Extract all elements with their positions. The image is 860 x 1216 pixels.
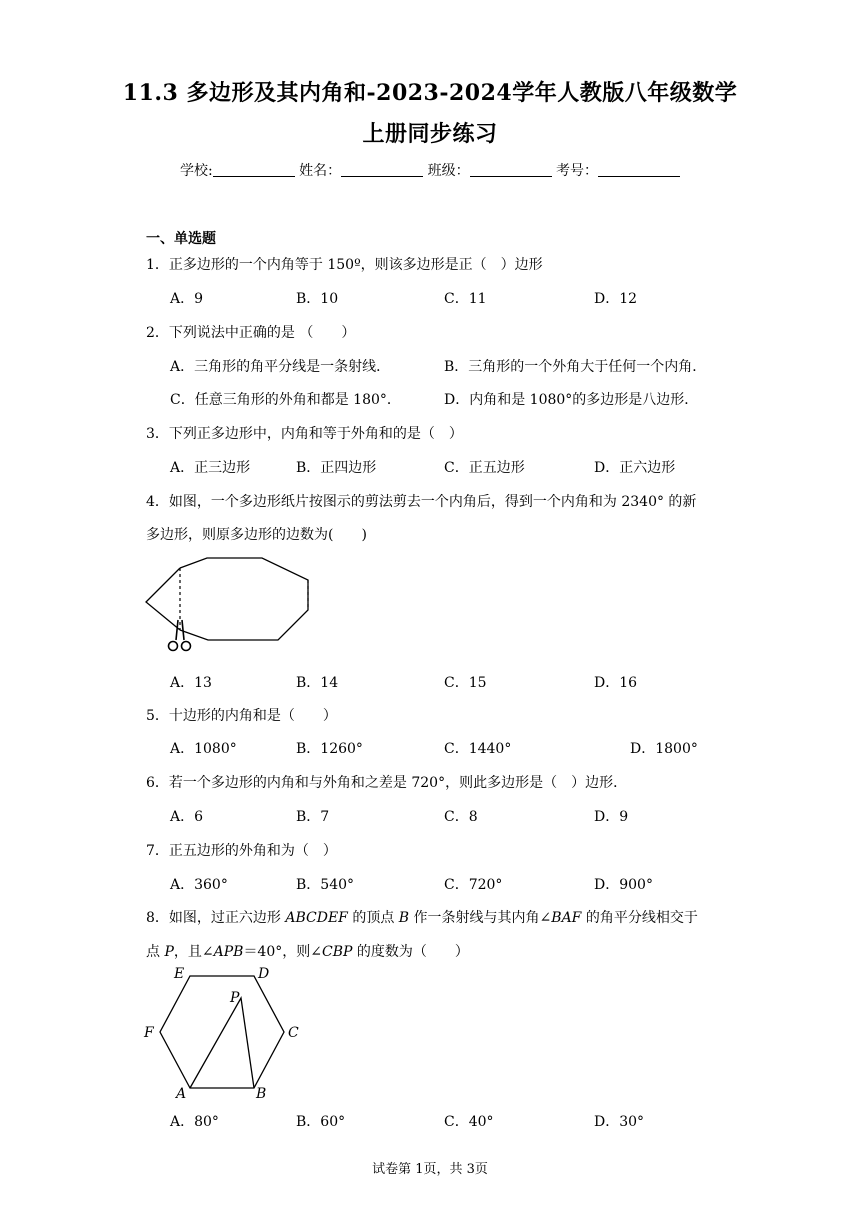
q4-option-c[interactable]: C．15 <box>444 675 487 691</box>
triangle-apb <box>190 998 254 1088</box>
vertex-label-b: B <box>256 1086 267 1102</box>
q1-option-b[interactable]: B．10 <box>296 291 339 307</box>
q4-option-d[interactable]: D．16 <box>594 675 638 691</box>
school-label: 学校: <box>179 163 213 179</box>
q3-option-c[interactable]: C．正五边形 <box>444 460 525 476</box>
question-6-stem: 6．若一个多边形的内角和与外角和之差是 720°，则此多边形是（ ）边形． <box>146 775 628 791</box>
cut-corner-lines <box>146 568 180 630</box>
q5-option-a[interactable]: A．1080° <box>170 741 237 757</box>
q7-option-a[interactable]: A．360° <box>170 877 228 893</box>
exam-no-blank[interactable] <box>598 162 680 177</box>
q6-option-c[interactable]: C．8 <box>444 809 478 825</box>
q1-option-c[interactable]: C．11 <box>444 291 487 307</box>
hexagon-figure <box>138 962 308 1102</box>
q6-option-a[interactable]: A．6 <box>170 809 204 825</box>
section-heading: 一、单选题 <box>146 231 216 247</box>
question-1-stem: 1．正多边形的一个内角等于 150º，则该多边形是正（ ）边形 <box>146 257 543 273</box>
q8-option-a[interactable]: A．80° <box>170 1114 219 1130</box>
name-label: 姓名： <box>299 163 342 179</box>
question-4-stem-line2: 多边形，则原多边形的边数为( ) <box>146 527 367 543</box>
school-blank[interactable] <box>213 162 295 177</box>
vertex-label-c: C <box>288 1025 299 1041</box>
q8-option-b[interactable]: B．60° <box>296 1114 346 1130</box>
vertex-label-d: D <box>258 966 270 982</box>
q6-option-d[interactable]: D．9 <box>594 809 629 825</box>
q2-option-b[interactable]: B．三角形的一个外角大于任何一个内角． <box>444 359 707 375</box>
q2-option-a[interactable]: A．三角形的角平分线是一条射线． <box>170 359 391 375</box>
q2-option-d[interactable]: D．内角和是 1080°的多边形是八边形． <box>444 392 699 408</box>
q1-option-a[interactable]: A．9 <box>170 291 204 307</box>
question-3-stem: 3．下列正多边形中，内角和等于外角和的是（ ） <box>146 426 463 442</box>
q5-option-b[interactable]: B．1260° <box>296 741 363 757</box>
q3-option-a[interactable]: A．正三边形 <box>170 460 251 476</box>
page-title: 11.3 多边形及其内角和-2023-2024学年人教版八年级数学 <box>122 80 738 106</box>
q6-option-b[interactable]: B．7 <box>296 809 330 825</box>
vertex-label-f: F <box>144 1025 154 1041</box>
question-5-stem: 5．十边形的内角和是（ ） <box>146 708 337 724</box>
polygon-outline <box>180 558 308 640</box>
point-label-p: P <box>230 990 240 1006</box>
student-info-line <box>0 160 860 180</box>
name-blank[interactable] <box>341 162 423 177</box>
q8-option-d[interactable]: D．30° <box>594 1114 645 1130</box>
q1-option-d[interactable]: D．12 <box>594 291 638 307</box>
q7-option-c[interactable]: C．720° <box>444 877 503 893</box>
q7-option-b[interactable]: B．540° <box>296 877 355 893</box>
q3-option-b[interactable]: B．正四边形 <box>296 460 377 476</box>
polygon-cut-figure <box>140 554 320 658</box>
question-8-stem-line2: 点 P，且∠APB＝40°，则∠CBP 的度数为（ ） <box>146 944 469 960</box>
q4-option-a[interactable]: A．13 <box>170 675 212 691</box>
q2-option-c[interactable]: C．任意三角形的外角和都是 180°． <box>170 392 401 408</box>
class-label: 班级： <box>427 163 470 179</box>
question-2-stem: 2．下列说法中正确的是 （ ） <box>146 325 356 341</box>
q8-option-c[interactable]: C．40° <box>444 1114 494 1130</box>
q7-option-d[interactable]: D．900° <box>594 877 653 893</box>
question-7-stem: 7．正五边形的外角和为（ ） <box>146 843 337 859</box>
q5-option-d[interactable]: D．1800° <box>630 741 698 757</box>
q4-option-b[interactable]: B．14 <box>296 675 339 691</box>
vertex-label-a: A <box>176 1086 187 1102</box>
exam-no-label: 考号： <box>556 163 599 179</box>
class-blank[interactable] <box>470 162 552 177</box>
q3-option-d[interactable]: D．正六边形 <box>594 460 676 476</box>
question-8-stem: 8．如图，过正六边形 ABCDEF 的顶点 B 作一条射线与其内角∠BAF 的角平分线相交于 <box>146 910 698 926</box>
page-subtitle: 上册同步练习 <box>362 121 498 147</box>
q5-option-c[interactable]: C．1440° <box>444 741 512 757</box>
vertex-label-e: E <box>174 966 185 982</box>
page-footer: 试卷第 1页，共 3页 <box>372 1162 488 1177</box>
question-4-stem: 4．如图，一个多边形纸片按图示的剪法剪去一个内角后，得到一个内角和为 2340° 的新 <box>146 494 697 510</box>
